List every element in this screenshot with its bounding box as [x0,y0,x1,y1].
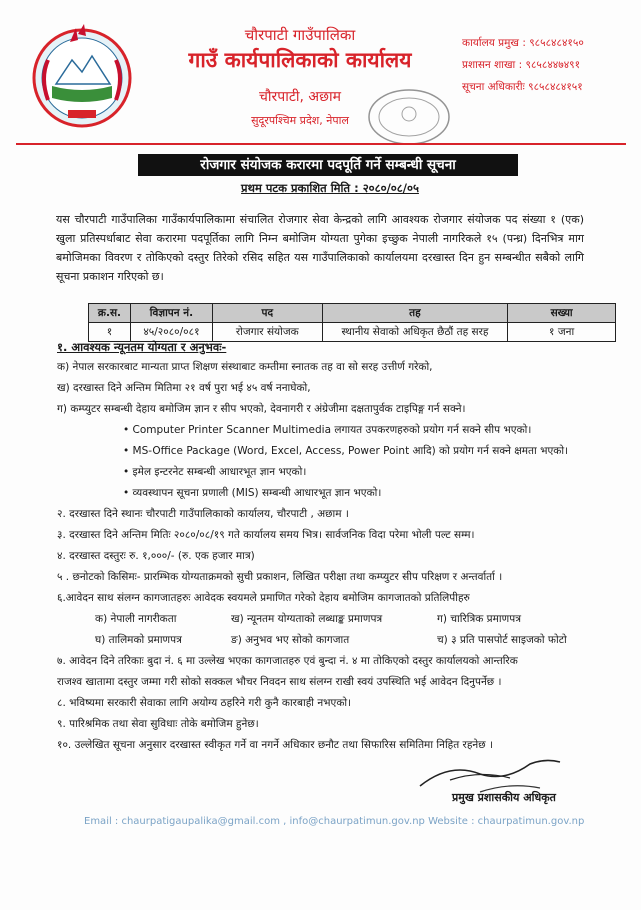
skill-bullet: • व्यवस्थापन सूचना प्रणाली (MIS) सम्बन्धी आधारभूत ज्ञान भएको। [123,487,382,499]
document-item: ग) चारित्रिक प्रमाणपत्र [437,613,521,625]
municipality-name: चौरपाटी गाउँपालिका [244,26,356,44]
col-post: पद [212,304,322,323]
notice-intro-paragraph: यस चौरपाटी गाउँपालिका गाउँकार्यपालिकामा संचालित रोजगार सेवा केन्द्रको लागि आवश्यक रोजगार संयोजक पद संख्या १ (एक) खुला प्रतिस्पर्धाबाट सेवा करारमा पदपूर्तिका लागि निम्न बमोजिम योग्यता पुगेका इच्छुक नेपाली नागरिकले १५ (पन्ध्र) दिनभित्र माग बमोजिमका विवरण र तोकिएको दस्तुर तिरेको रसिद सहित यस गाउँपालिकाको कार्यालयमा दरखास्त दिन हुन सम्बन्धीत सबैको लागि सूचना प्रकाशन गरिएको छ। [56,213,584,283]
cell-ad-number: ४५/२०८०/०८१ [130,323,212,342]
table-row [89,323,616,342]
cell-level: स्थानीय सेवाको अधिकृत छैठौं तह सरह [322,323,508,342]
point-attachments: ६.आवेदन साथ संलग्न कागजातहरुः आवेदक स्वयमले प्रमाणित गरेको देहाय बमोजिम कागजातको प्रतिलिपीहरु [57,592,470,604]
qualification-item: ख) दरखास्त दिने अन्तिम मितिमा २१ वर्ष पुरा भई ४५ वर्ष ननाघेको, [57,382,311,394]
point-application-method: ७. आवेदन दिने तरिकाः बुदा नं. ६ मा उल्लेख भएका कागजातहरु एवं बुन्दा नं. ४ मा तोकिएको दस्तुर कार्यालयको आन्तरिक [57,655,518,667]
footer-contact: Email : chaurpatigaupalika@gmail.com , info@chaurpatimun.gov.np Website : chaurpatimun.gov.np [84,816,585,827]
skill-bullet: • इमेल इन्टरनेट सम्बन्धी आधारभूत ज्ञान भएको। [123,466,307,478]
point-remuneration: ९. पारिश्रमिक तथा सेवा सुविधाः तोके बमोजिम हुनेछ। [57,718,259,730]
point-deadline: ३. दरखास्त दिने अन्तिम मितिः २०८०/०८/१९ गते कार्यालय समय भित्र। सार्वजनिक विदा परेमा भोली पल्ट सम्म। [57,529,475,541]
cell-post: रोजगार संयोजक [212,323,322,342]
document-item: ख) न्यूनतम योग्यताको लब्धाङ्क प्रमाणपत्र [231,613,383,625]
point-selection-method: ५ . छनोटको किसिमः- प्रारम्भिक योग्यताक्रमको सुची प्रकाशन, लिखित परीक्षा तथा कम्प्युटर सीप परिक्षण र अन्तर्वार्ता । [57,571,503,583]
skill-bullet: • Computer Printer Scanner Multimedia लगायत उपकरणहरुको प्रयोग गर्न सक्ने सीप भएको। [123,424,532,436]
office-name: गाउँ कार्यपालिकाको कार्यालय [188,48,412,72]
province-country: सुदूरपश्चिम प्रदेश, नेपाल [251,114,349,127]
cell-count: १ जना [508,323,616,342]
point-authority: १०. उल्लेखित सूचना अनुसार दरखास्त स्वीकृत गर्ने वा नगर्ने अधिकार छनौट तथा सिफारिस समितिमा निहित रहनेछ । [57,739,493,751]
notice-title: रोजगार संयोजक करारमा पदपूर्ति गर्ने सम्बन्धी सूचना [138,154,518,176]
skill-bullet: • MS-Office Package (Word, Excel, Access, Power Point आदि) को प्रयोग गर्न सक्ने क्षमता भएको। [123,445,569,457]
point-fee: ४. दरखास्त दस्तुरः रु. १,०००/- (रु. एक हजार मात्र) [57,550,255,562]
municipality-emblem-logo [26,20,138,132]
qualification-item: क) नेपाल सरकारबाट मान्यता प्राप्त शिक्षण संस्थाबाट कम्तीमा स्नातक तह वा सो सरह उत्तीर्ण गरेको, [57,361,433,373]
office-location: चौरपाटी, अछाम [259,89,341,105]
point-eligibility: ८. भविष्यमा सरकारी सेवाका लागि अयोग्य ठहरिने गरी कुनै कारबाही नभएको। [57,697,352,709]
published-date: प्रथम पटक प्रकाशित मिति : २०८०/०८/०५ [241,181,419,195]
point-application-method-cont: राजश्व खातामा दस्तुर जम्मा गरी सोको सक्कल भौचर निवदन साथ संलग्न राखी स्वयं उपस्थिति भई आवेदन दिनुपर्नेछ । [57,676,502,688]
document-item: ङ) अनुभव भए सोको कागजात [231,634,350,646]
contact-chief: कार्यालय प्रमुख : ९८५८४८४१५० [462,37,584,49]
cell-serial: १ [89,323,131,342]
document-item: क) नेपाली नागरीकता [95,613,177,625]
document-item: च) ३ प्रति पासपोर्ट साइजको फोटो [437,634,567,646]
point-application-place: २. दरखास्त दिने स्थानः चौरपाटी गाउँपालिकाको कार्यालय, चौरपाटी , अछाम । [57,508,349,520]
contact-admin: प्रशासन शाखा : ९८५८४४७४९१ [462,59,581,71]
col-serial: क्र.स. [89,304,131,323]
contact-info-officer: सूचना अधिकारीः ९८५८४८४१५१ [462,81,583,93]
qualification-item: ग) कम्प्युटर सम्बन्धी देहाय बमोजिम ज्ञान र सीप भएको, देवनागरी र अंग्रेजीमा दक्षतापुर्वक टाइपिङ्ग गर्न सक्ने। [57,403,466,415]
qualification-heading: १. आवश्यक न्यूनतम योग्यता र अनुभवः- [57,340,227,354]
table-header-row [89,304,616,323]
col-level: तह [322,304,508,323]
vacancy-table [88,303,616,342]
header-divider [16,143,626,145]
contact-numbers [462,36,637,102]
col-count: सख्या [508,304,616,323]
document-item: घ) तालिमको प्रमाणपत्र [95,634,182,646]
officer-title: प्रमुख प्रशासकीय अधिकृत [452,791,556,804]
office-stamp-seal [365,86,453,148]
col-ad-number: विज्ञापन नं. [130,304,212,323]
